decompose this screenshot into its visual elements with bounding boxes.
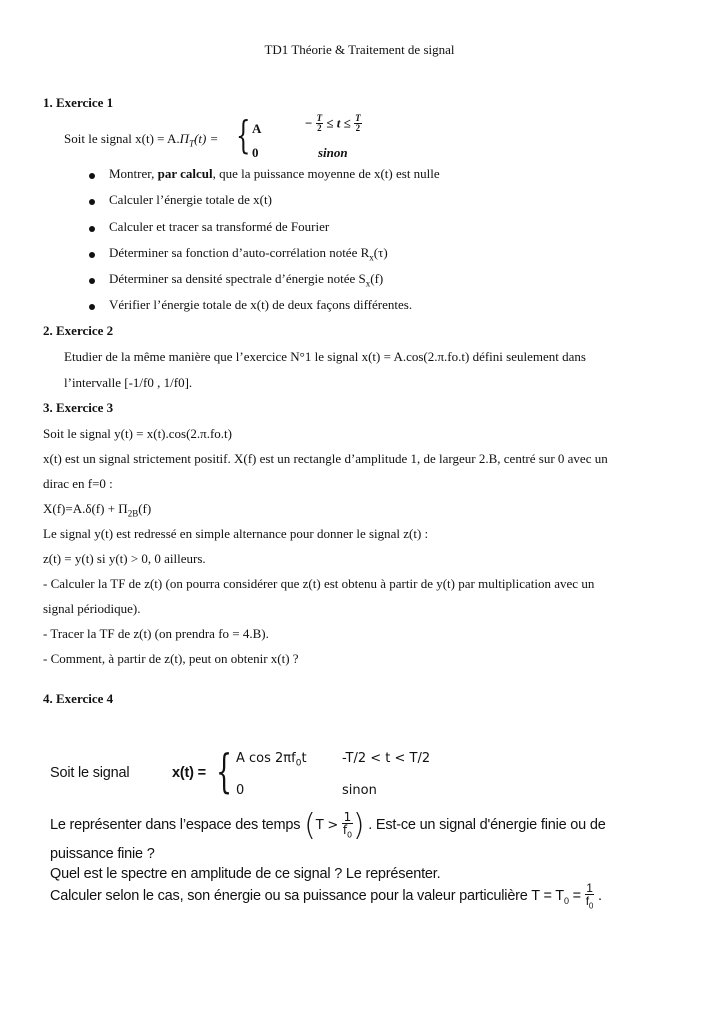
ex3-line-4 [43, 501, 151, 519]
ex1-bullet-1 [109, 166, 440, 182]
ex1-bullet-5 [109, 271, 383, 289]
minus-sign: − [305, 115, 313, 131]
ex4-line-3: Quel est le spectre en amplitude de ce signal ? Le représenter. [50, 866, 441, 882]
ex3-line-7: - Calculer la TF de z(t) (on pourra considérer que z(t) est obtenu à partir de y(t) par multiplication avec un [43, 576, 595, 591]
ex4-line4-pre: Calculer selon le cas, son énergie ou sa puissance pour la valeur particulière T = T [50, 888, 564, 905]
ex4-brace: { [216, 744, 233, 798]
bullet1-bold: par calcul [157, 166, 213, 181]
bullet4-post: (τ) [373, 245, 388, 260]
ex4-case1-sub: 0 [295, 758, 302, 769]
ex4-case1-acos: A cos 2πf [236, 751, 296, 766]
frac-bottom-f: f [585, 894, 589, 908]
bullet1-pre: Montrer, [109, 166, 158, 181]
right-paren: ) [352, 808, 365, 843]
bullet-dot [89, 226, 95, 232]
frac-bottom-sub: 0 [588, 901, 594, 911]
exercise-2-heading: 2. Exercice 2 [43, 323, 114, 338]
ex1-case1-value: A [252, 121, 262, 136]
ex4-xt: x(t) = [172, 765, 206, 781]
ex1-bullet-2: Calculer l’énergie totale de x(t) [109, 192, 272, 207]
ex3-line-1: Soit le signal y(t) = x(t).cos(2.π.fo.t) [43, 426, 233, 441]
ex4-line-1 [50, 808, 606, 843]
ex1-bullet-6: Vérifier l’énergie totale de x(t) de deux façons différentes. [109, 297, 413, 312]
ex4-line1-pre: Le représenter dans l’espace des temps [50, 817, 301, 833]
ex4-line4-sub: 0 [563, 895, 569, 906]
ex4-case2-condition: sinon [342, 783, 377, 798]
bullet4-pre: Déterminer sa fonction d’auto-corrélation notée R [109, 245, 370, 260]
ex3-line4-sub: 2B [127, 508, 139, 519]
ex3-line-3: dirac en f=0 : [43, 476, 113, 491]
ex3-line-10: - Comment, à partir de z(t), peut on obtenir x(t) ? [43, 651, 299, 666]
ex1-case1-condition [305, 114, 362, 133]
ex1-case2-value: 0 [252, 145, 259, 160]
ex1-case2-condition: sinon [318, 145, 348, 160]
bullet-dot [89, 252, 95, 258]
ex2-line-2: l’intervalle [-1/f0 , 1/f0]. [64, 375, 193, 390]
ex1-bullet-4 [109, 245, 388, 263]
bullet4-sub: x [369, 252, 374, 263]
frac-f: f [342, 822, 347, 837]
ex3-line4-post: (f) [138, 501, 152, 516]
fraction-1-over-f0 [342, 811, 353, 839]
fraction-1-over-f0-bottom [585, 882, 594, 910]
ex3-line-6: z(t) = y(t) si y(t) > 0, 0 ailleurs. [43, 551, 206, 566]
ex1-pi-arg: (t) = [194, 131, 219, 146]
bullet5-pre: Déterminer sa densité spectrale d’énergie notée S [109, 271, 366, 286]
exercise-3-heading: 3. Exercice 3 [43, 400, 114, 415]
ex4-soit-le-signal: Soit le signal [50, 765, 130, 781]
frac-den: 2 [317, 123, 322, 133]
bullet1-post: , que la puissance moyenne de x(t) est nulle [212, 166, 440, 181]
ex4-line-2: puissance finie ? [50, 846, 155, 862]
le-t-le: ≤ t ≤ [326, 115, 351, 131]
ex2-line-1: Etudier de la même manière que l’exercice N°1 le signal x(t) = A.cos(2.π.fo.t) défini seulement dans [64, 349, 586, 364]
fraction-t-over-2 [316, 114, 324, 133]
frac-den-right: 2 [355, 123, 361, 133]
ex4-case1-condition: -T/2 < t < T/2 [342, 751, 431, 766]
ex1-pi-sub: T [189, 138, 195, 149]
frac-num: T [316, 113, 323, 123]
ex4-case1-t: t [301, 751, 307, 766]
frac-f-sub: 0 [346, 830, 352, 840]
fraction-t-over-2-right [354, 114, 362, 133]
ex4-line4-end: . [597, 888, 602, 905]
bullet-dot [89, 304, 95, 310]
ex4-case2-value: 0 [236, 783, 245, 798]
exercise-4-heading: 4. Exercice 4 [43, 691, 114, 706]
ex4-case1-value [236, 751, 307, 769]
ex1-intro-text: Soit le signal x(t) = A. [64, 131, 180, 146]
ex4-line4-eq: = [572, 888, 581, 905]
bullet5-sub: x [365, 278, 371, 289]
left-paren: ( [304, 808, 316, 843]
ex3-line-8: signal périodique). [43, 601, 141, 616]
frac-1: 1 [343, 809, 352, 824]
frac-num-right: T [355, 113, 361, 123]
bullet-dot [89, 173, 95, 179]
bullet-dot [89, 199, 95, 205]
ex1-pi: Π [179, 131, 190, 146]
ex1-brace: { [236, 113, 251, 157]
ex3-line4-pre: X(f)=A.δ(f) + Π [43, 501, 128, 516]
ex1-bullet-3: Calculer et tracer sa transformé de Fourier [109, 219, 330, 234]
ex3-line-5: Le signal y(t) est redressé en simple alternance pour donner le signal z(t) : [43, 526, 429, 541]
ex1-intro [64, 131, 218, 149]
ex3-line-2: x(t) est un signal strictement positif. X(f) est un rectangle d’amplitude 1, de largeur 2.B, centré sur 0 avec un [43, 451, 608, 466]
exercise-1-heading: 1. Exercice 1 [43, 95, 114, 110]
bullet5-post: (f) [370, 271, 384, 286]
frac-bottom-1: 1 [586, 881, 593, 895]
ex4-line1-post: . Est-ce un signal d'énergie finie ou de [368, 817, 606, 833]
ex3-line-9: - Tracer la TF de z(t) (on prendra fo = 4.B). [43, 626, 269, 641]
ex4-t-greater: T > [315, 818, 339, 833]
frac-bottom-f0 [585, 895, 594, 910]
ex4-line-4 [50, 882, 602, 910]
frac-f0 [342, 824, 353, 839]
bullet-dot [89, 278, 95, 284]
page-title: TD1 Théorie & Traitement de signal [264, 42, 455, 57]
